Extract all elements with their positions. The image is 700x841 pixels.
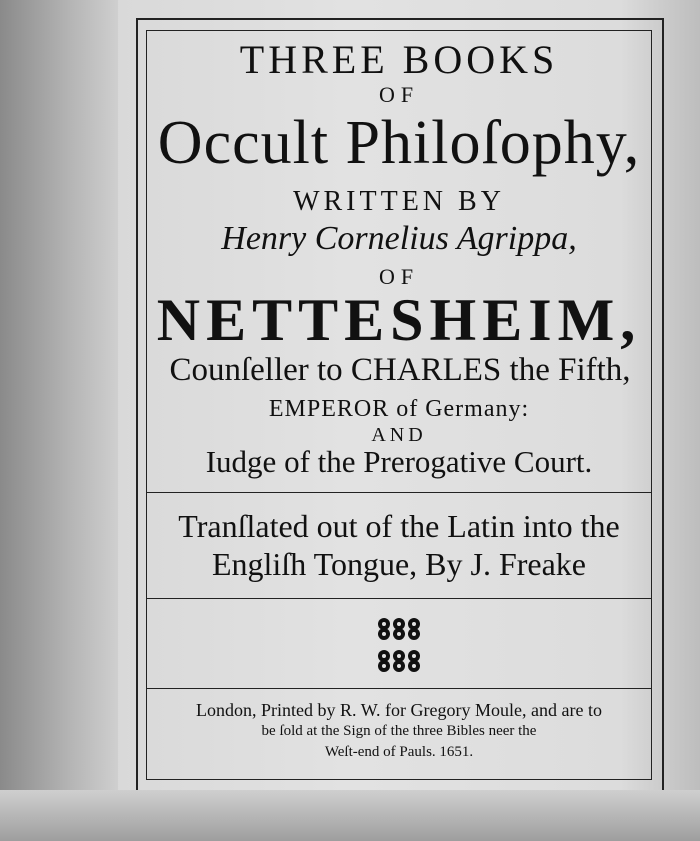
imprint-line-2: be ſold at the Sign of the three Bibles neer the bbox=[261, 723, 537, 739]
title-line-of: OF bbox=[378, 82, 420, 107]
divider-rule bbox=[146, 598, 652, 599]
imprint-line-3: Weſt-end of Pauls. 1651. bbox=[324, 744, 474, 760]
divider-rule bbox=[146, 492, 652, 493]
place-name: NETTESHEIM, bbox=[156, 287, 642, 353]
imprint-line-1: London, Printed by R. W. for Gregory Moule, and are to bbox=[196, 700, 602, 720]
printers-ornament-icon bbox=[364, 646, 434, 676]
judge-line: Iudge of the Prerogative Court. bbox=[205, 444, 593, 479]
printers-ornament-icon bbox=[364, 614, 434, 644]
author-name: Henry Cornelius Agrippa, bbox=[221, 220, 577, 257]
page-bottom-shadow bbox=[0, 790, 700, 841]
title-line-three-books: THREE BOOKS bbox=[239, 37, 559, 82]
title-line-occult-philosophy: Occult Philoſophy, bbox=[157, 109, 641, 177]
translation-line-2: Engliſh Tongue, By J. Freake bbox=[211, 546, 586, 582]
divider-rule bbox=[146, 688, 652, 689]
of-line: OF bbox=[378, 264, 420, 289]
emperor-line: EMPEROR of Germany: bbox=[268, 396, 530, 422]
written-by-line: WRITTEN BY bbox=[293, 186, 505, 217]
book-gutter bbox=[0, 0, 118, 841]
and-line: AND bbox=[371, 424, 427, 446]
counseller-line: Counſeller to CHARLES the Fifth, bbox=[169, 352, 631, 388]
translation-line-1: Tranſlated out of the Latin into the bbox=[178, 508, 620, 544]
